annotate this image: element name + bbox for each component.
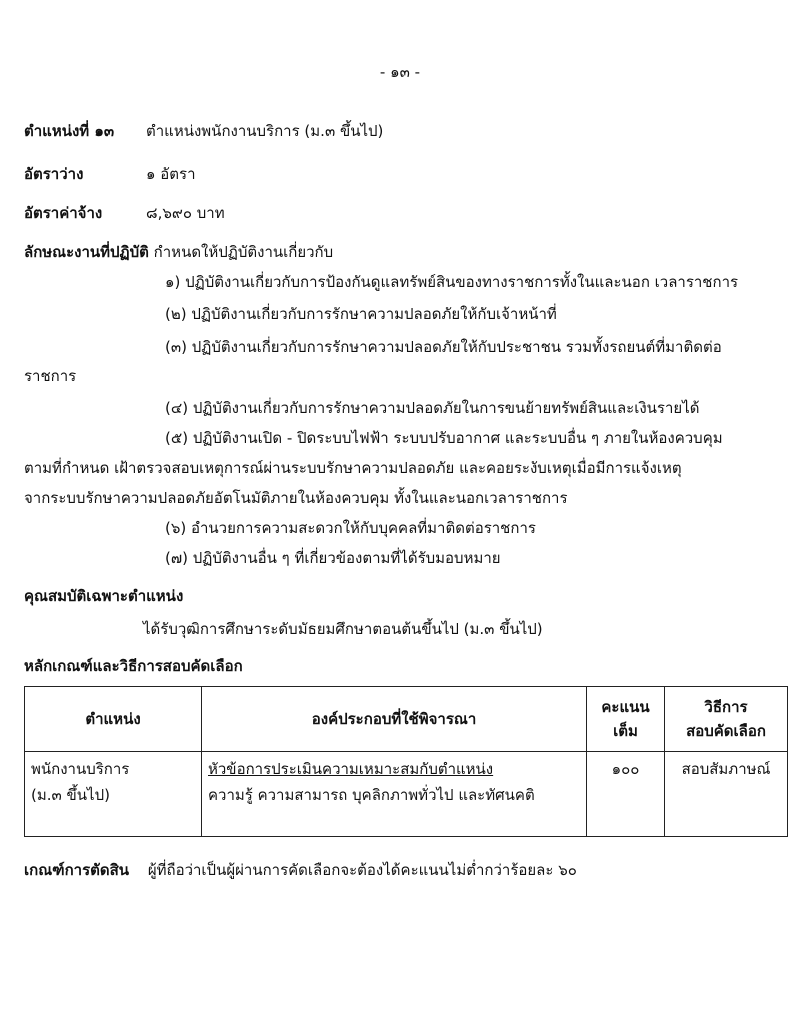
salary-label: อัตราค่าจ้าง [24,204,103,222]
qualification-text: ได้รับวุฒิการศึกษาระดับมัธยมศึกษาตอนต้นขึ้นไป (ม.๓ ขึ้นไป) [143,620,543,638]
duty-line: ตามที่กำหนด เฝ้าตรวจสอบเหตุการณ์ผ่านระบบรักษาความปลอดภัย และคอยระงับเหตุเมื่อมีการแจ้งเหตุ [24,459,682,477]
vacancy-label: อัตราว่าง [24,165,84,183]
duties-heading-line [24,240,333,264]
duty-line: (๒) ปฏิบัติงานเกี่ยวกับการรักษาความปลอดภัยให้กับเจ้าหน้าที่ [165,305,557,323]
duty-line: ๑) ปฏิบัติงานเกี่ยวกับการป้องกันดูแลทรัพย์สินของทางราชการทั้งในและนอก เวลาราชการ [165,273,739,291]
cell-score: ๑๐๐ [587,752,665,837]
header-position: ตำแหน่ง [25,687,202,752]
qualification-heading: คุณสมบัติเฉพาะตำแหน่ง [24,587,184,605]
header-method-line-2: สอบคัดเลือก [686,722,766,740]
decision-text: ผู้ที่ถือว่าเป็นผู้ผ่านการคัดเลือกจะต้องได้คะแนนไม่ต่ำกว่าร้อยละ ๖๐ [147,861,577,879]
duty-line: (๔) ปฏิบัติงานเกี่ยวกับการรักษาความปลอดภัยในการขนย้ายทรัพย์สินและเงินรายได้ [165,399,700,417]
position-field [24,119,384,143]
cell-component [202,752,587,837]
duty-line: (๖) อำนวยการความสะดวกให้กับบุคคลที่มาติดต่อราชการ [165,519,536,537]
salary-field [24,201,225,225]
salary-value: ๘,๖๙๐ บาท [146,204,225,222]
component-title: หัวข้อการประเมินความเหมาะสมกับตำแหน่ง [208,760,494,778]
header-score-line-1: คะแนน [601,698,650,716]
cell-position-line-2: (ม.๓ ขึ้นไป) [31,786,110,804]
duty-line: (๗) ปฏิบัติงานอื่น ๆ ที่เกี่ยวข้องตามที่ได้รับมอบหมาย [165,549,501,567]
position-label: ตำแหน่งที่ ๑๓ [24,122,115,140]
position-value: ตำแหน่งพนักงานบริการ (ม.๓ ขึ้นไป) [146,122,384,140]
header-score [587,687,665,752]
selection-heading: หลักเกณฑ์และวิธีการสอบคัดเลือก [24,657,243,675]
cell-position [25,752,202,837]
component-detail: ความรู้ ความสามารถ บุคลิกภาพทั่วไป และทัศนคติ [208,786,535,804]
duty-line: ราชการ [24,367,77,385]
selection-table [24,686,788,837]
duties-intro: กำหนดให้ปฏิบัติงานเกี่ยวกับ [153,243,334,261]
header-method-line-1: วิธีการ [704,698,748,716]
duties-label: ลักษณะงานที่ปฏิบัติ [24,243,149,261]
decision-line [24,858,577,882]
duty-line: จากระบบรักษาความปลอดภัยอัตโนมัติภายในห้องควบคุม ทั้งในและนอกเวลาราชการ [24,489,568,507]
table-row [25,752,788,837]
page-number: - ๑๓ - [379,63,421,81]
header-score-line-2: เต็ม [613,722,638,740]
cell-position-line-1: พนักงานบริการ [31,760,130,778]
vacancy-field [24,162,196,186]
vacancy-value: ๑ อัตรา [146,165,196,183]
header-method [665,687,788,752]
duty-line: (๓) ปฏิบัติงานเกี่ยวกับการรักษาความปลอดภัยให้กับประชาชน รวมทั้งรถยนต์ที่มาติดต่อ [165,338,722,356]
header-component: องค์ประกอบที่ใช้พิจารณา [202,687,587,752]
cell-method: สอบสัมภาษณ์ [665,752,788,837]
table-header-row [25,687,788,752]
decision-label: เกณฑ์การตัดสิน [24,861,130,879]
duty-line: (๕) ปฏิบัติงานเปิด - ปิดระบบไฟฟ้า ระบบปรับอากาศ และระบบอื่น ๆ ภายในห้องควบคุม [165,429,723,447]
